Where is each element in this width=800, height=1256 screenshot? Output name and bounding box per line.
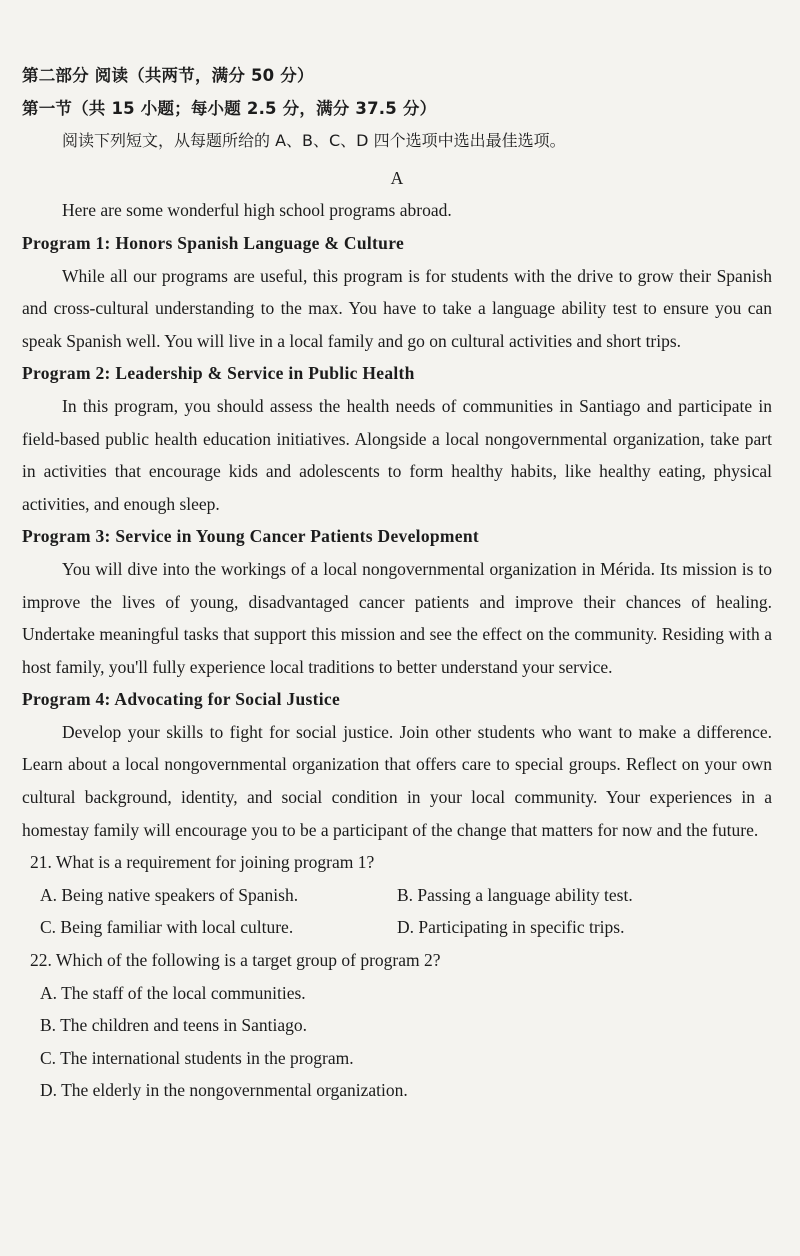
- option-c: C. The international students in the program.: [40, 1047, 354, 1068]
- question-21: [22, 846, 772, 944]
- program-1: [22, 227, 772, 357]
- option-row: [22, 879, 772, 912]
- program-body: You will dive into the workings of a local nongovernmental organization in Mérida. Its mission is to improve the lives of young, disadvantaged cancer patients and improve their chances of healing. Undertake meaningful tasks that support this mission and see the effect on the community. Residing with a host family, you'll fully experience local traditions to better understand your service.: [22, 558, 772, 677]
- option-c: C. Being familiar with local culture.: [40, 917, 294, 938]
- program-heading: Program 3: Service in Young Cancer Patients Development: [22, 526, 480, 547]
- program-4: [22, 683, 772, 846]
- option-a: A. The staff of the local communities.: [40, 982, 306, 1003]
- question-22: [22, 944, 772, 1107]
- program-body: In this program, you should assess the health needs of communities in Santiago and participate in field-based public health education initiatives. Alongside a local nongovernmental organization, take part in activities that encourage kids and adolescents to form healthy habits, like healthy eating, physical activities, and enough sleep.: [22, 395, 772, 514]
- option-d: D. Participating in specific trips.: [397, 917, 625, 938]
- question-stem: 22. Which of the following is a target group of program 2?: [30, 950, 441, 971]
- option-b: B. The children and teens in Santiago.: [40, 1015, 307, 1036]
- option-row: [22, 911, 772, 944]
- option-b: B. Passing a language ability test.: [397, 884, 633, 905]
- instructions: 阅读下列短文，从每题所给的 A、B、C、D 四个选项中选出最佳选项。: [62, 131, 566, 151]
- section-title: 第一节（共 15 小题；每小题 2.5 分，满分 37.5 分）: [22, 98, 437, 118]
- passage-intro: Here are some wonderful high school programs abroad.: [62, 200, 452, 221]
- program-body: Develop your skills to fight for social justice. Join other students who want to make a difference. Learn about a local nongovernmental organization that offers care to special groups. Reflect on your own cultural background, identity, and social condition in your local community. Your experiences in a homestay family will encourage you to be a participant of the change that matters for now and the future.: [22, 721, 772, 840]
- program-heading: Program 1: Honors Spanish Language & Culture: [22, 232, 405, 253]
- question-stem: 21. What is a requirement for joining program 1?: [30, 852, 375, 873]
- option-d: D. The elderly in the nongovernmental organization.: [40, 1080, 408, 1101]
- program-2: [22, 357, 772, 520]
- passage-label: A: [390, 167, 404, 188]
- program-body: While all our programs are useful, this program is for students with the drive to grow their Spanish and cross-cultural understanding to the max. You have to take a language ability test to ensure you can speak Spanish well. You will live in a local family and go on cultural activities and short trips.: [22, 265, 772, 351]
- program-heading: Program 4: Advocating for Social Justice: [22, 689, 341, 710]
- part-title: 第二部分 阅读（共两节，满分 50 分）: [22, 66, 314, 85]
- program-heading: Program 2: Leadership & Service in Public Health: [22, 363, 415, 384]
- program-3: [22, 520, 772, 683]
- option-a: A. Being native speakers of Spanish.: [40, 884, 299, 905]
